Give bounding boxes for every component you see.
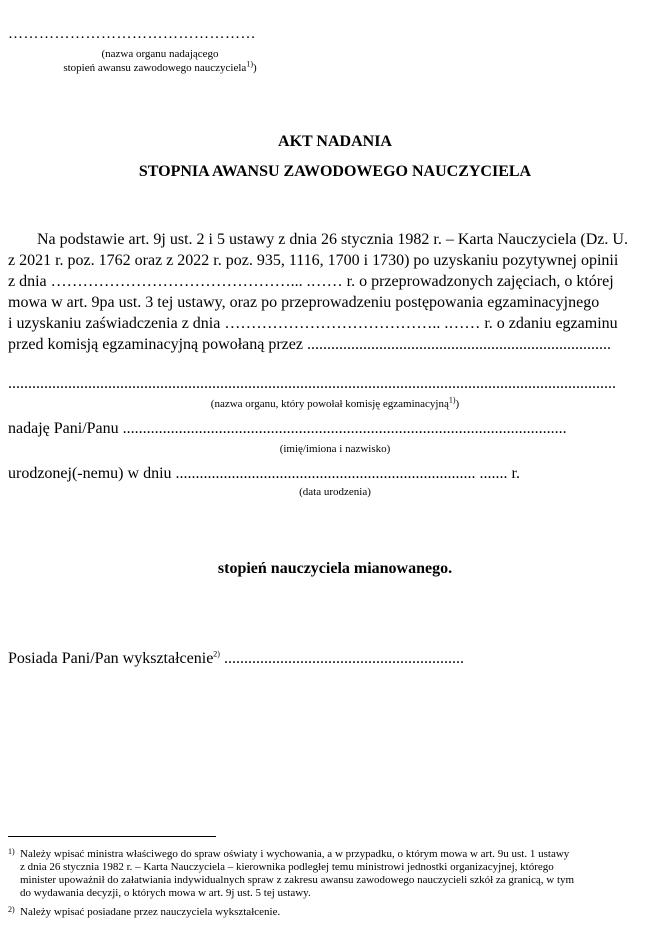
body-line-4: mowa w art. 9pa ust. 3 tej ustawy, oraz po przeprowadzeniu postępowania egzaminacyjnego (8, 294, 600, 311)
footnote-1-line2: z dnia 26 stycznia 1982 r. – Karta Nauczyciela – kierownika podległej temu ministrowi jednostki organizacyjnej, którego (20, 861, 554, 873)
footnote-1-line1: 1) Należy wpisać ministra właściwego do spraw oświaty i wychowania, a w przypadku, o którym mowa w art. 9u ust. 1 ustawy (8, 847, 570, 860)
footnote-2-line1: 2) Należy wpisać posiadane przez nauczyciela wykształcenie. (8, 905, 281, 918)
footnote-ref-1: 1) (246, 59, 253, 69)
footnote-2 (8, 906, 668, 919)
birth-caption: (data urodzenia) (299, 486, 371, 498)
footnote-separator (8, 836, 216, 837)
organ-caption (40, 47, 280, 75)
title-line1: AKT NADANIA (278, 133, 392, 150)
grant-line: nadaję Pani/Panu ............................................................................................................... (8, 420, 567, 437)
footnote-ref-2: 2) (213, 649, 220, 659)
body-line-6: przed komisją egzaminacyjną powołaną przez ............................................................................ (8, 336, 611, 353)
body-line-3: z dnia ………………………………………... .…… r. o przeprowadzonych zajęciach, o której (8, 273, 614, 290)
committee-dots: ........................................................................................................................................................ (8, 375, 616, 392)
body-line-5: i uzyskaniu zaświadczenia z dnia ………………………………….. .…… r. o zdaniu egzaminu (8, 315, 618, 332)
body-line-1: Na podstawie art. 9j ust. 2 i 5 ustawy z dnia 26 stycznia 1982 r. – Karta Nauczyciela (Dz. U. (37, 231, 628, 248)
education-line (8, 650, 464, 668)
education-dots: ............................................................ (219, 650, 464, 667)
organ-caption-line1: (nazwa organu nadającego (101, 48, 219, 60)
organ-caption-text: stopień awansu zawodowego nauczyciela (63, 62, 247, 74)
committee-caption-close: ) (455, 398, 460, 410)
birth-line: urodzonej(-nemu) w dniu ........................................................................... ....... r. (8, 465, 520, 482)
organ-dots: ………………………………………… (8, 26, 256, 42)
footnote-1-line3: minister upoważnił do załatwiania indywidualnych spraw z zakresu awansu zawodowego nauczycieli szkół za granicą, w tym (20, 874, 575, 886)
footnote-ref-1b: 1) (448, 395, 456, 405)
education-label: Posiada Pani/Pan wykształcenie (8, 650, 214, 667)
footnote-1 (8, 848, 668, 900)
body-line-2: z 2021 r. poz. 1762 oraz z 2022 r. poz. 935, 1116, 1700 i 1730) po uzyskaniu pozytywnej opinii (8, 252, 619, 269)
footnote-1-line4: do wydawania decyzji, o których mowa w art. 9j ust. 5 tej ustawy. (20, 887, 311, 899)
degree-text: stopień nauczyciela mianowanego. (217, 560, 453, 577)
committee-caption (0, 397, 670, 411)
footnote-1-text1: Należy wpisać ministra właściwego do spraw oświaty i wychowania, a w przypadku, o którym mowa w art. 9u ust. 1 ustawy (20, 848, 570, 860)
grant-caption: (imię/imiona i nazwisko) (279, 443, 391, 455)
organ-caption-close: ) (252, 62, 257, 74)
committee-caption-text: (nazwa organu, który powołał komisję egzaminacyjną (210, 398, 449, 410)
organ-caption-line2 (40, 61, 280, 75)
footnote-2-text: Należy wpisać posiadane przez nauczyciela wykształcenie. (20, 906, 281, 918)
title-line2: STOPNIA AWANSU ZAWODOWEGO NAUCZYCIELA (138, 163, 532, 180)
